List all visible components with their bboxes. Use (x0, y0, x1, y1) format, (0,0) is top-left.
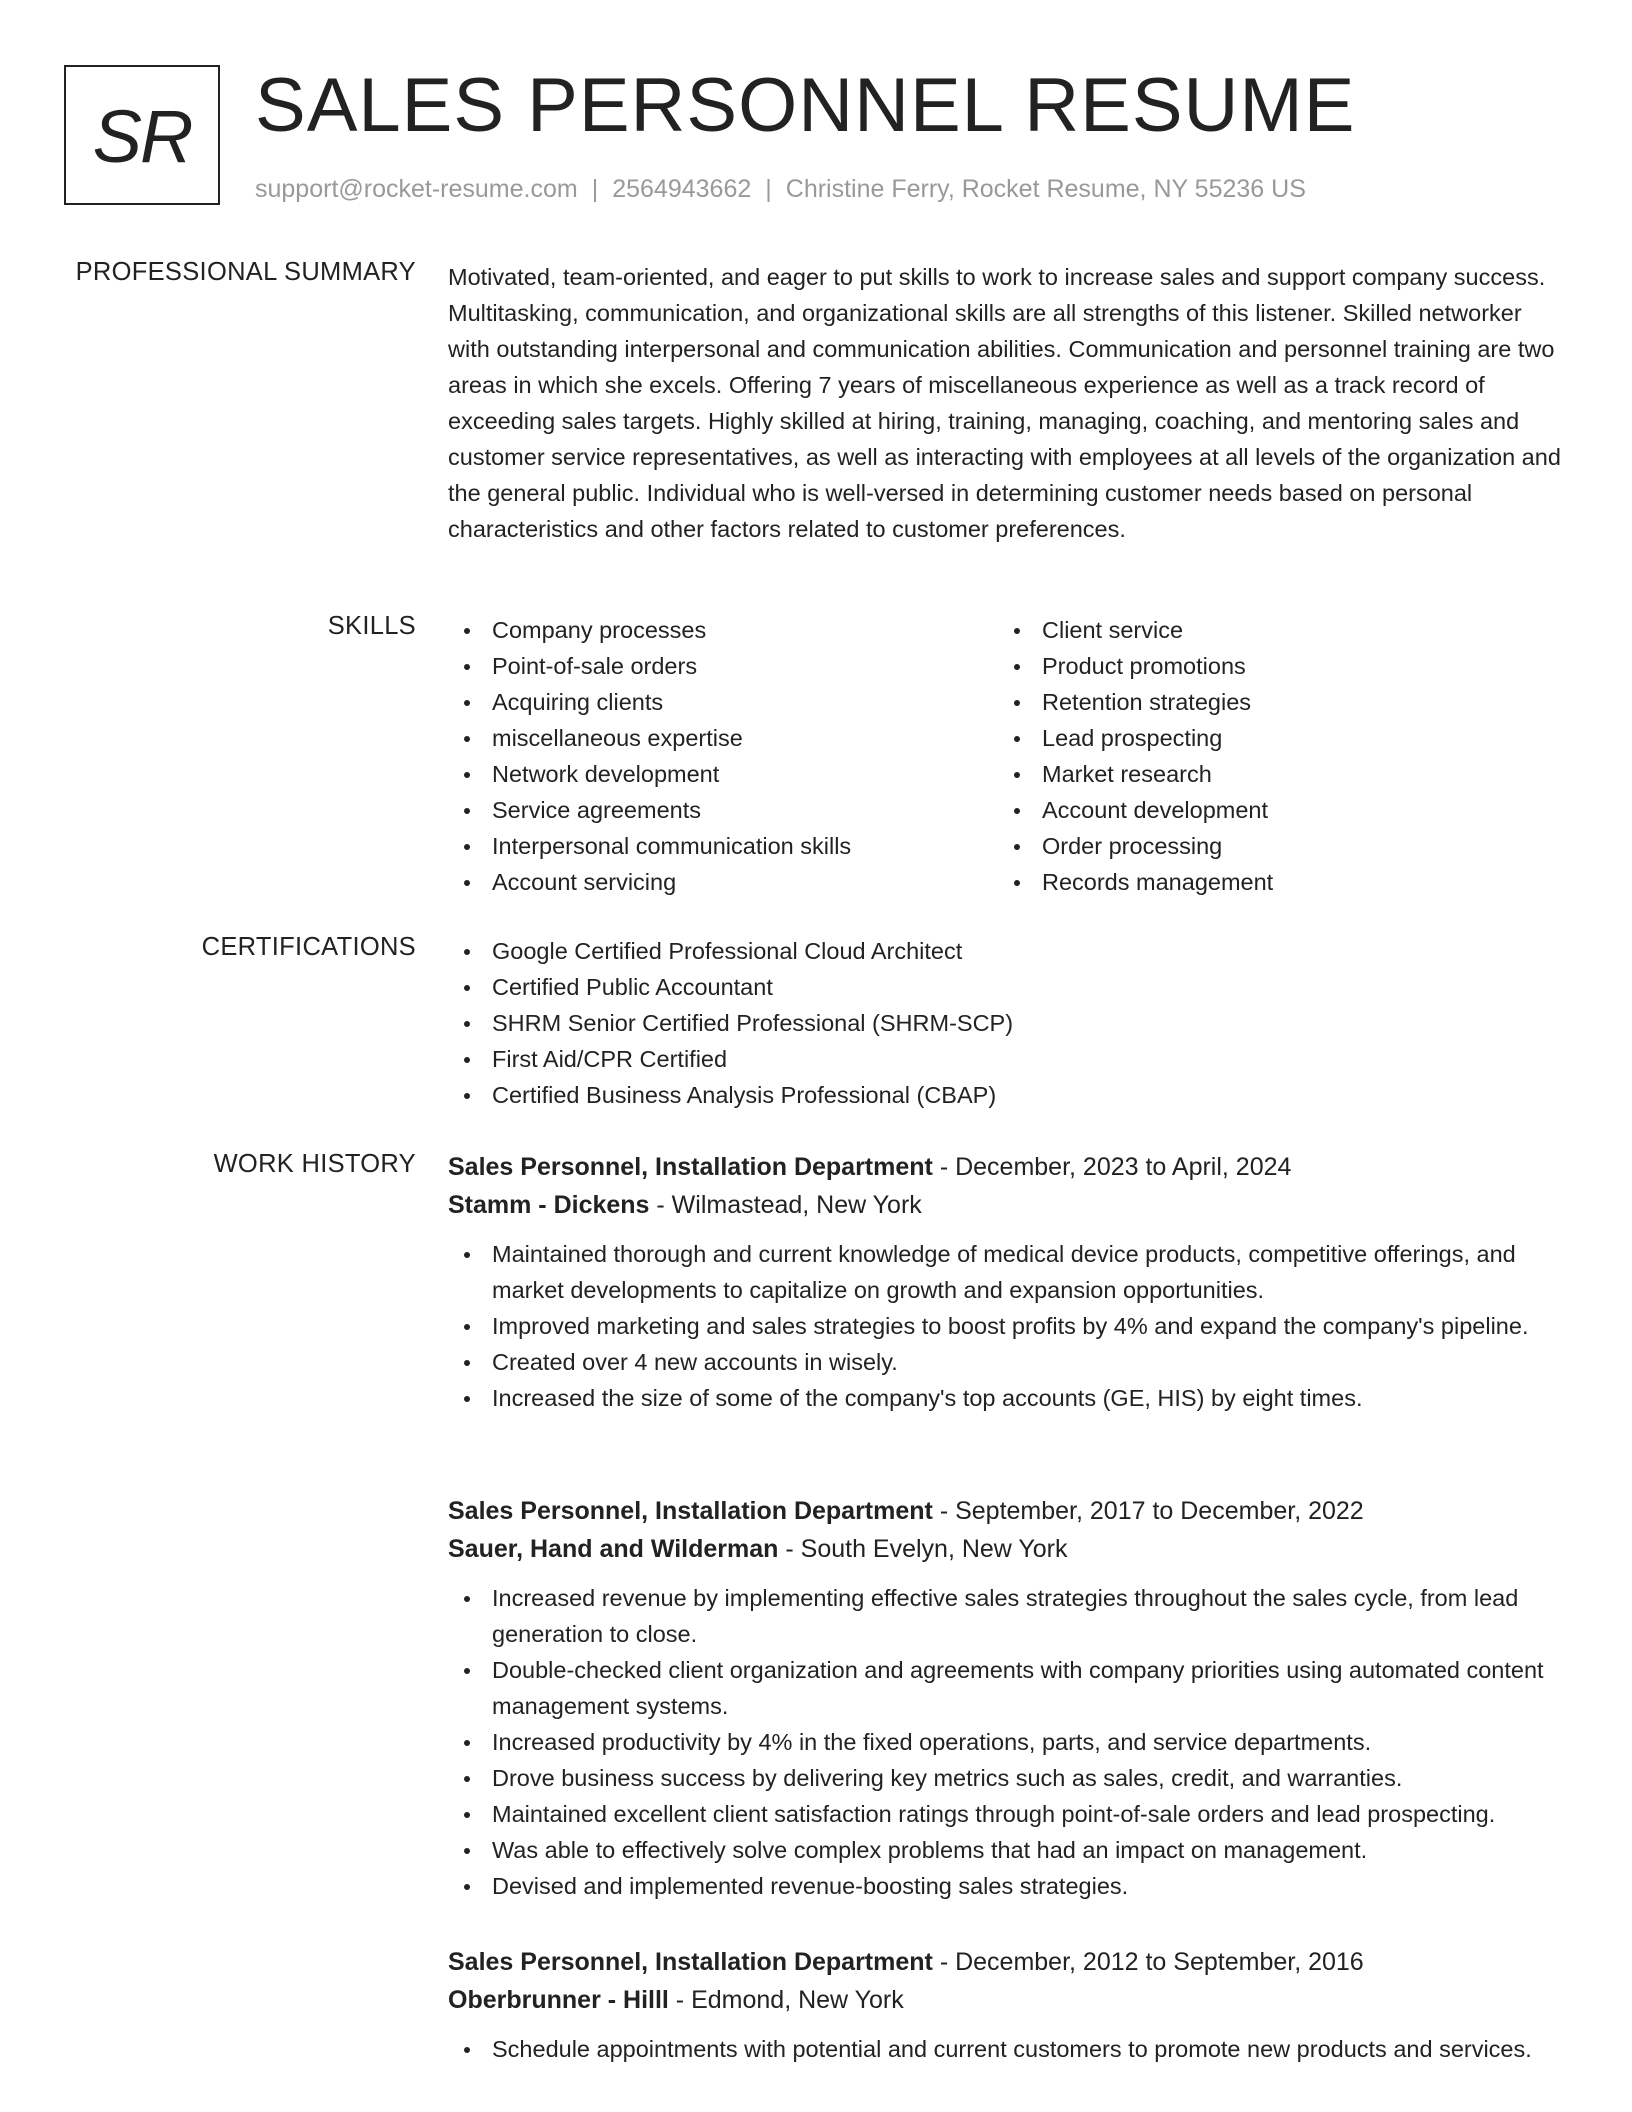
contact-separator: | (765, 175, 772, 203)
certifications-list (448, 933, 1568, 1113)
contact-email: support@rocket-resume.com (255, 175, 578, 203)
job-entry (448, 1943, 1568, 2067)
job-dates: - December, 2023 to April, 2024 (932, 1153, 1292, 1181)
job-company-line (448, 1981, 1568, 2019)
skill-item: Account servicing (492, 864, 1008, 900)
resume-header (64, 65, 1564, 215)
job-title: Sales Personnel, Installation Department (448, 1153, 933, 1181)
job-location: - South Evelyn, New York (778, 1535, 1068, 1563)
skill-item: Retention strategies (1042, 684, 1558, 720)
job-bullet-item: Maintained excellent client satisfaction ratings through point-of-sale orders and lead prospecting. (492, 1796, 1568, 1832)
certification-item: First Aid/CPR Certified (492, 1041, 1568, 1077)
skills-list-right (998, 612, 1558, 900)
skill-item: Company processes (492, 612, 1008, 648)
contact-address: Christine Ferry, Rocket Resume, NY 55236 US (785, 175, 1306, 203)
job-title-line (448, 1492, 1568, 1530)
job-bullets (448, 1580, 1568, 1904)
contact-phone: 2564943662 (612, 175, 752, 203)
skills-heading: SKILLS (327, 612, 416, 640)
job-dates: - September, 2017 to December, 2022 (932, 1497, 1364, 1525)
skill-item: Point-of-sale orders (492, 648, 1008, 684)
skill-item: Market research (1042, 756, 1558, 792)
skill-item: miscellaneous expertise (492, 720, 1008, 756)
job-company: Oberbrunner - Hilll (448, 1986, 669, 2014)
job-bullet-item: Was able to effectively solve complex problems that had an impact on management. (492, 1832, 1568, 1868)
job-bullet-item: Maintained thorough and current knowledge of medical device products, competitive offerings, and market developments to capitalize on growth and expansion opportunities. (492, 1236, 1568, 1308)
skill-item: Product promotions (1042, 648, 1558, 684)
skills-column-left (448, 612, 1008, 900)
job-title-line (448, 1943, 1568, 1981)
work-history-heading: WORK HISTORY (213, 1150, 416, 1178)
job-company: Stamm - Dickens (448, 1191, 650, 1219)
skill-item: Client service (1042, 612, 1558, 648)
skill-item: Order processing (1042, 828, 1558, 864)
job-bullet-item: Devised and implemented revenue-boosting sales strategies. (492, 1868, 1568, 1904)
skill-item: Records management (1042, 864, 1558, 900)
skills-list-left (448, 612, 1008, 900)
job-title-line (448, 1148, 1568, 1186)
skill-item: Account development (1042, 792, 1558, 828)
job-location: - Edmond, New York (668, 1986, 904, 2014)
job-bullets (448, 2031, 1568, 2067)
skill-item: Interpersonal communication skills (492, 828, 1008, 864)
job-bullet-item: Increased revenue by implementing effective sales strategies throughout the sales cycle, from lead generation to close. (492, 1580, 1568, 1652)
skill-item: Acquiring clients (492, 684, 1008, 720)
job-company: Sauer, Hand and Wilderman (448, 1535, 779, 1563)
summary-heading: PROFESSIONAL SUMMARY (75, 258, 416, 286)
job-bullet-item: Improved marketing and sales strategies to boost profits by 4% and expand the company's pipeline. (492, 1308, 1568, 1344)
skills-column-right (998, 612, 1558, 900)
contact-separator: | (591, 175, 599, 203)
certification-item: Google Certified Professional Cloud Architect (492, 933, 1568, 969)
job-bullet-item: Increased the size of some of the company's top accounts (GE, HIS) by eight times. (492, 1380, 1568, 1416)
contact-line (255, 175, 1306, 204)
job-title: Sales Personnel, Installation Department (448, 1497, 933, 1525)
job-entry (448, 1148, 1568, 1416)
job-bullets (448, 1236, 1568, 1416)
job-bullet-item: Schedule appointments with potential and current customers to promote new products and services. (492, 2031, 1568, 2067)
skills-body (448, 612, 1568, 912)
job-company-line (448, 1530, 1568, 1568)
job-bullet-item: Double-checked client organization and agreements with company priorities using automated content management systems. (492, 1652, 1568, 1724)
work-history-body (448, 1150, 1568, 2110)
certifications-heading: CERTIFICATIONS (201, 933, 416, 961)
certification-item: Certified Public Accountant (492, 969, 1568, 1005)
monogram-logo: SR (64, 65, 220, 205)
certification-item: SHRM Senior Certified Professional (SHRM-SCP) (492, 1005, 1568, 1041)
summary-text: Motivated, team-oriented, and eager to put skills to work to increase sales and support company success. Multitasking, communication, and organizational skills are all strengths of this listener. Skilled networker with outstanding interpersonal and communication abilities. Communication and personnel training are two areas in which she excels. Offering 7 years of miscellaneous experience as well as a track record of exceeding sales targets. Highly skilled at hiring, training, managing, coaching, and mentoring sales and customer service representatives, as well as interacting with employees at all levels of the organization and the general public. Individual who is well-versed in determining customer needs based on personal characteristics and other factors related to customer preferences. (448, 264, 1561, 542)
certifications-body (448, 933, 1568, 1113)
job-company-line (448, 1186, 1568, 1224)
job-dates: - December, 2012 to September, 2016 (932, 1948, 1364, 1976)
skill-item: Lead prospecting (1042, 720, 1558, 756)
job-location: - Wilmastead, New York (649, 1191, 922, 1219)
certification-item: Certified Business Analysis Professional (CBAP) (492, 1077, 1568, 1113)
job-bullet-item: Created over 4 new accounts in wisely. (492, 1344, 1568, 1380)
skill-item: Service agreements (492, 792, 1008, 828)
job-title: Sales Personnel, Installation Department (448, 1948, 933, 1976)
job-bullet-item: Increased productivity by 4% in the fixed operations, parts, and service departments. (492, 1724, 1568, 1760)
summary-body (448, 259, 1568, 547)
job-entry (448, 1492, 1568, 1904)
job-bullet-item: Drove business success by delivering key metrics such as sales, credit, and warranties. (492, 1760, 1568, 1796)
skill-item: Network development (492, 756, 1008, 792)
resume-title: SALES PERSONNEL RESUME (255, 63, 1356, 148)
